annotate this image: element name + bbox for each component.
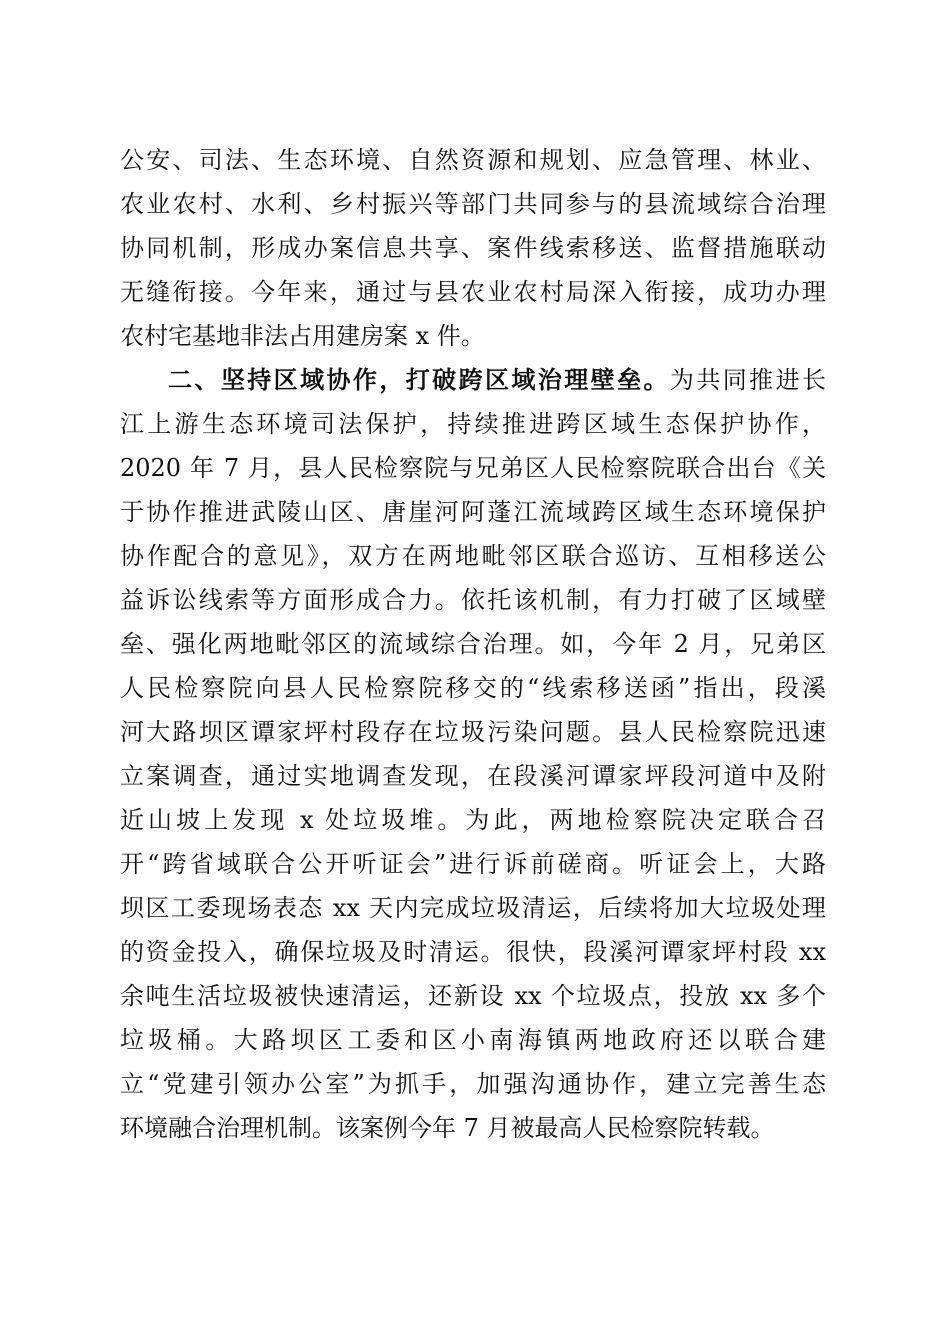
section-2-first-line bbox=[120, 358, 826, 402]
text-line: 余吨生活垃圾被快速清运，还新设 xx 个垃圾点，投放 xx 多个 bbox=[120, 982, 826, 1010]
text-line: 的资金投入，确保垃圾及时清运。很快，段溪河谭家坪村段 xx bbox=[120, 938, 826, 966]
text-line: 垒、强化两地毗邻区的流域综合治理。如，今年 2 月，兄弟区 bbox=[120, 630, 826, 658]
text-line: 垃圾桶。大路坝区工委和区小南海镇两地政府还以联合建 bbox=[120, 1026, 826, 1054]
text-line: 农业农村、水利、乡村振兴等部门共同参与的县流域综合治理 bbox=[120, 190, 826, 218]
text-line: 立案调查，通过实地调查发现，在段溪河谭家坪段河道中及附 bbox=[120, 762, 826, 790]
document-body bbox=[120, 138, 826, 1150]
text-line: 于协作推进武陵山区、唐崖河阿蓬江流域跨区域生态环境保护 bbox=[120, 498, 826, 526]
section-2-heading: 二、坚持区域协作，打破跨区域治理壁垒。 bbox=[168, 366, 670, 394]
text-line: 开“跨省域联合公开听证会”进行诉前磋商。听证会上，大路 bbox=[120, 850, 826, 878]
text-line: 近山坡上发现 x 处垃圾堆。为此，两地检察院决定联合召 bbox=[120, 806, 826, 834]
text-line: 环境融合治理机制。该案例今年 7 月被最高人民检察院转载。 bbox=[120, 1114, 775, 1142]
text-line: 无缝衔接。今年来，通过与县农业农村局深入衔接，成功办理 bbox=[120, 278, 826, 306]
section-2-first-line-text: 为共同推进长 bbox=[669, 366, 826, 394]
text-line: 立“党建引领办公室”为抓手，加强沟通协作，建立完善生态 bbox=[120, 1070, 826, 1098]
text-line: 益诉讼线索等方面形成合力。依托该机制，有力打破了区域壁 bbox=[120, 586, 826, 614]
text-line: 河大路坝区谭家坪村段存在垃圾污染问题。县人民检察院迅速 bbox=[120, 718, 826, 746]
text-line: 人民检察院向县人民检察院移交的“线索移送函”指出，段溪 bbox=[120, 674, 826, 702]
text-line: 公安、司法、生态环境、自然资源和规划、应急管理、林业、 bbox=[120, 146, 826, 174]
text-line: 坝区工委现场表态 xx 天内完成垃圾清运，后续将加大垃圾处理 bbox=[120, 894, 826, 922]
text-line: 协同机制，形成办案信息共享、案件线索移送、监督措施联动 bbox=[120, 234, 826, 262]
text-line: 2020 年 7 月，县人民检察院与兄弟区人民检察院联合出台《关 bbox=[120, 454, 826, 482]
text-line: 江上游生态环境司法保护，持续推进跨区域生态保护协作， bbox=[120, 410, 826, 438]
text-line: 协作配合的意见》，双方在两地毗邻区联合巡访、互相移送公 bbox=[120, 542, 826, 570]
text-line: 农村宅基地非法占用建房案 x 件。 bbox=[120, 322, 485, 350]
